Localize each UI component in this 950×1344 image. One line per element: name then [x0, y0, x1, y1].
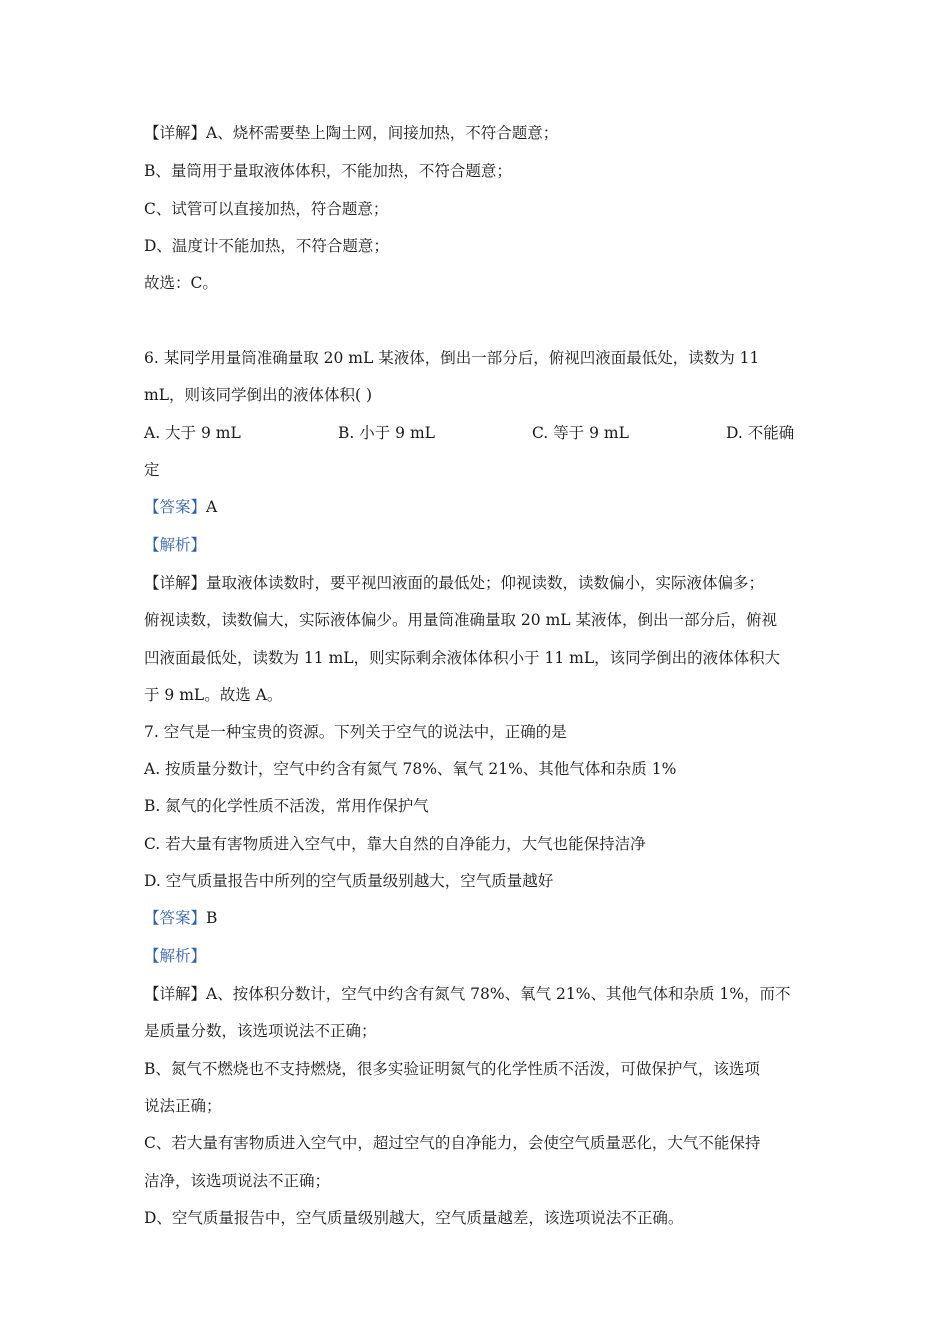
- q6-detail-line-2: 俯视读数，读数偏大，实际液体偏少。用量筒准确量取 20 mL 某液体，倒出一部分后，俯视: [144, 611, 777, 629]
- q7-analysis-label: 【解析】: [144, 947, 207, 965]
- q5-detail-c: C、试管可以直接加热，符合题意；: [144, 200, 389, 218]
- q7-detail-b-line-1: B、氮气不燃烧也不支持燃烧，很多实验证明氮气的化学性质不活泼，可做保护气，该选项: [144, 1060, 760, 1078]
- q6-answer-label: 【答案】: [144, 498, 207, 516]
- q5-detail-b: B、量筒用于量取液体体积，不能加热，不符合题意；: [144, 162, 512, 180]
- q6-detail-line-4: 于 9 mL。故选 A。: [144, 686, 283, 704]
- q7-detail-b-line-2: 说法正确；: [144, 1097, 222, 1115]
- q7-option-a: A. 按质量分数计，空气中约含有氮气 78%、氧气 21%、其他气体和杂质 1%: [144, 760, 677, 778]
- q7-detail-a-line-1: [144, 984, 824, 1004]
- q6-option-b: B. 小于 9 mL: [338, 424, 435, 442]
- q7-option-b: B. 氮气的化学性质不活泼，常用作保护气: [144, 797, 429, 815]
- q6-detail-line-1-text: 量取液体读数时，要平视凹液面的最低处；仰视读数，读数偏小，实际液体偏多；: [206, 574, 765, 592]
- q7-detail-c-line-1: C、若大量有害物质进入空气中，超过空气的自净能力，会使空气质量恶化，大气不能保持: [144, 1134, 761, 1152]
- q6-detail-line-3: 凹液面最低处，读数为 11 mL，则实际剩余液体体积小于 11 mL，该同学倒出的液体体积大: [144, 649, 781, 667]
- q7-option-c: C. 若大量有害物质进入空气中，靠大自然的自净能力，大气也能保持洁净: [144, 835, 646, 853]
- q7-stem: 7. 空气是一种宝贵的资源。下列关于空气的说法中，正确的是: [144, 723, 567, 741]
- q6-option-a: A. 大于 9 mL: [144, 424, 241, 442]
- q5-detail-d: D、温度计不能加热，不符合题意；: [144, 237, 389, 255]
- q5-choice: 故选：C。: [144, 274, 218, 292]
- q7-answer: [144, 908, 824, 928]
- q6-detail-label: 【详解】: [144, 574, 207, 592]
- q6-detail-line-1: [144, 573, 824, 593]
- q6-option-d-wrap: 定: [144, 461, 160, 479]
- q7-detail-c-line-2: 洁净，该选项说法不正确；: [144, 1172, 331, 1190]
- q6-answer: [144, 497, 824, 517]
- q5-detail-a-text: A、烧杯需要垫上陶土网，间接加热，不符合题意；: [206, 124, 559, 142]
- q7-answer-value: B: [206, 909, 218, 927]
- q7-detail-a-line-1-text: A、按体积分数计，空气中约含有氮气 78%、氧气 21%、其他气体和杂质 1%，而不: [206, 985, 791, 1003]
- q5-detail-a: [144, 123, 824, 143]
- q6-option-d: D. 不能确: [726, 424, 795, 442]
- q7-option-d: D. 空气质量报告中所列的空气质量级别越大，空气质量越好: [144, 872, 554, 890]
- q7-detail-a-line-2: 是质量分数，该选项说法不正确；: [144, 1022, 377, 1040]
- q6-stem-line-2: mL，则该同学倒出的液体体积( ): [144, 386, 373, 404]
- q5-detail-label: 【详解】: [144, 124, 207, 142]
- q6-analysis-label: 【解析】: [144, 536, 207, 554]
- q7-answer-label: 【答案】: [144, 909, 207, 927]
- q6-option-c: C. 等于 9 mL: [532, 424, 629, 442]
- q6-answer-value: A: [206, 498, 218, 516]
- q6-stem-line-1: 6. 某同学用量筒准确量取 20 mL 某液体，倒出一部分后，俯视凹液面最低处，读数为 11: [144, 349, 760, 367]
- q7-detail-label: 【详解】: [144, 985, 207, 1003]
- q7-detail-d: D、空气质量报告中，空气质量级别越大，空气质量越差，该选项说法不正确。: [144, 1209, 684, 1227]
